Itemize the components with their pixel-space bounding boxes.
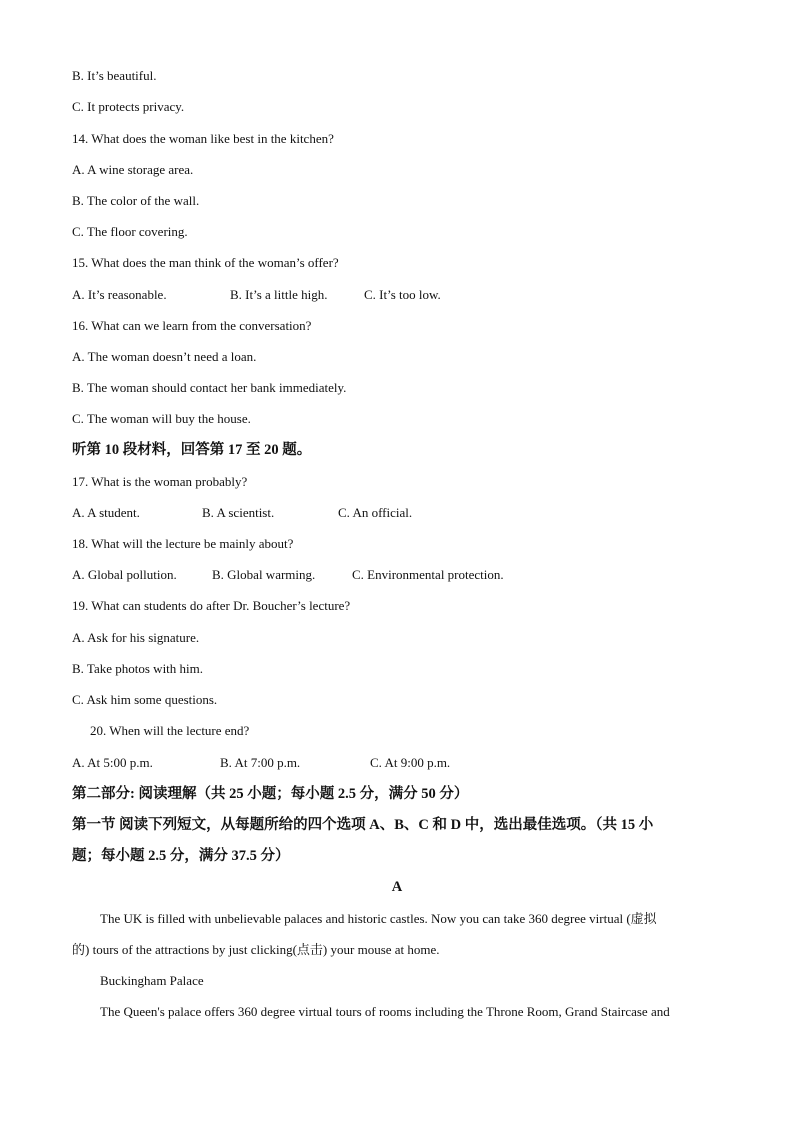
q18-option-a: A. Global pollution. (72, 567, 177, 582)
q14-option-a: A. A wine storage area. (72, 162, 194, 177)
passage-subheading: Buckingham Palace (100, 973, 204, 988)
q19-option-a: A. Ask for his signature. (72, 630, 200, 645)
q18-option-c: C. Environmental protection. (352, 567, 504, 582)
q20-question: 20. When will the lecture end? (90, 723, 250, 738)
q13-option-c: C. It protects privacy. (72, 99, 185, 114)
passage-paragraph-2-line-1: The Queen's palace offers 360 degree virtual tours of rooms including the Throne Room, Grand Staircase and (100, 1004, 670, 1019)
q17-option-c: C. An official. (338, 505, 413, 520)
q16-option-b: B. The woman should contact her bank immediately. (72, 380, 347, 395)
q15-question: 15. What does the man think of the woman’s offer? (72, 255, 339, 270)
q20-option-b: B. At 7:00 p.m. (220, 755, 301, 770)
section-10-header: 听第 10 段材料，回答第 17 至 20 题。 (72, 442, 312, 458)
section-1-instruction-line-1: 第一节 阅读下列短文，从每题所给的四个选项 A、B、C 和 D 中，选出最佳选项。（共 15 小 (72, 817, 654, 833)
q15-option-c: C. It’s too low. (364, 287, 441, 302)
passage-title: A (391, 879, 403, 895)
q19-option-b: B. Take photos with him. (72, 661, 204, 676)
q15-option-a: A. It’s reasonable. (72, 287, 167, 302)
q17-option-b: B. A scientist. (202, 505, 275, 520)
q16-question: 16. What can we learn from the conversation? (72, 318, 312, 333)
q14-option-b: B. The color of the wall. (72, 193, 200, 208)
q15-option-b: B. It’s a little high. (230, 287, 328, 302)
q19-option-c: C. Ask him some questions. (72, 692, 218, 707)
q17-question: 17. What is the woman probably? (72, 474, 248, 489)
passage-paragraph-1-line-2: 的) tours of the attractions by just clicking(点击) your mouse at home. (72, 942, 440, 957)
q20-option-c: C. At 9:00 p.m. (370, 755, 451, 770)
q17-option-a: A. A student. (72, 505, 140, 520)
section-1-instruction-line-2: 题；每小题 2.5 分，满分 37.5 分） (72, 848, 290, 864)
q16-option-c: C. The woman will buy the house. (72, 411, 251, 426)
q16-option-a: A. The woman doesn’t need a loan. (72, 349, 257, 364)
q18-question: 18. What will the lecture be mainly about? (72, 536, 294, 551)
q19-question: 19. What can students do after Dr. Boucher’s lecture? (72, 598, 351, 613)
q14-question: 14. What does the woman like best in the kitchen? (72, 131, 334, 146)
part-2-header: 第二部分: 阅读理解（共 25 小题；每小题 2.5 分，满分 50 分） (72, 786, 469, 802)
passage-paragraph-1-line-1: The UK is filled with unbelievable palaces and historic castles. Now you can take 360 degree virtual (虚拟 (100, 911, 657, 926)
q20-option-a: A. At 5:00 p.m. (72, 755, 153, 770)
q18-option-b: B. Global warming. (212, 567, 316, 582)
q14-option-c: C. The floor covering. (72, 224, 188, 239)
q13-option-b: B. It’s beautiful. (72, 68, 157, 83)
